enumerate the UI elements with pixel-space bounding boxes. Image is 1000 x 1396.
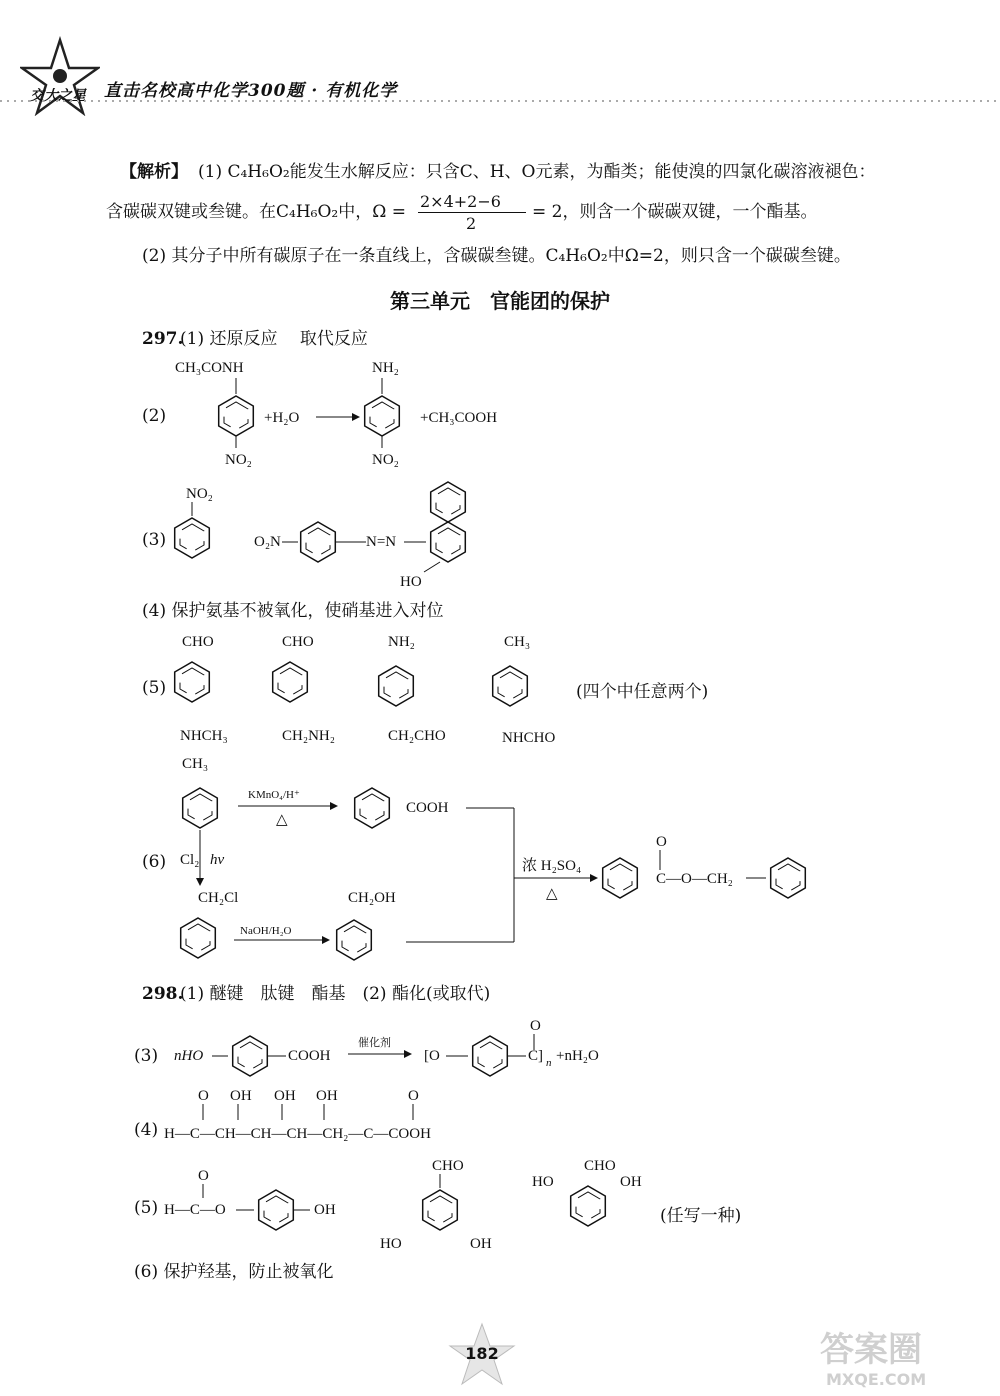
plus-acetic-acid: +CH₃COOH bbox=[420, 410, 498, 426]
chain-o1: O bbox=[198, 1088, 209, 1104]
chain-o2: O bbox=[408, 1088, 419, 1104]
page-number: 182 bbox=[465, 1344, 499, 1363]
benzyl-chloride: CH₂Cl bbox=[198, 890, 239, 906]
fraction-bar bbox=[418, 212, 526, 213]
q297-part3-label: (3) bbox=[142, 530, 167, 550]
phenol-oh: OH bbox=[314, 1202, 336, 1218]
iso-b-cho: CHO bbox=[584, 1158, 616, 1174]
nitro-label: NO₂ bbox=[186, 486, 213, 502]
isomer4-bottom: NHCHO bbox=[502, 730, 556, 746]
monomer-nho: nHO bbox=[174, 1048, 204, 1064]
q297-part6-label: (6) bbox=[142, 852, 167, 872]
monomer-cooh: COOH bbox=[288, 1048, 331, 1064]
q298-part1-2: (1) 醚键 肽键 酯基 (2) 酯化(或取代) bbox=[180, 984, 491, 1004]
q298-part5-note: (任写一种) bbox=[660, 1206, 742, 1226]
q298-part5-label: (5) bbox=[134, 1198, 159, 1218]
cl2-label: Cl₂ bbox=[180, 852, 200, 868]
q297-number: 297. bbox=[142, 329, 184, 349]
q297-part5-label: (5) bbox=[142, 678, 167, 698]
analysis-line2b: = 2，则含一个碳碳双键，一个酯基。 bbox=[532, 202, 818, 222]
q297-part2-label: (2) bbox=[142, 406, 167, 426]
q298-number: 298. bbox=[142, 984, 184, 1004]
polymer-n: n bbox=[546, 1057, 552, 1069]
reactant-substituent-bottom: NO₂ bbox=[225, 452, 252, 468]
fraction-denominator: 2 bbox=[466, 214, 477, 233]
polymer-left: [O bbox=[424, 1048, 440, 1064]
q298-part3-label: (3) bbox=[134, 1046, 159, 1066]
q297-part5-note: (四个中任意两个) bbox=[576, 682, 709, 702]
ester-o: O bbox=[656, 834, 667, 850]
isomer2-top: CHO bbox=[282, 634, 314, 650]
isomer3-top: NH₂ bbox=[388, 634, 415, 650]
q297-part4: (4) 保护氨基不被氧化，使硝基进入对位 bbox=[142, 601, 444, 621]
polymer-right: C] bbox=[528, 1048, 543, 1064]
benzoic-cooh: COOH bbox=[406, 800, 449, 816]
chain-oh2: OH bbox=[274, 1088, 296, 1104]
product-substituent-top: NH₂ bbox=[372, 360, 399, 376]
plus-water: +H₂O bbox=[264, 410, 300, 426]
isomer3-bottom: CH₂CHO bbox=[388, 728, 446, 744]
azo-linkage: N=N bbox=[366, 534, 397, 550]
logo-text: 交大之星 bbox=[30, 88, 86, 104]
iso-a-cho: CHO bbox=[432, 1158, 464, 1174]
product-substituent-bottom: NO₂ bbox=[372, 452, 399, 468]
header-dotted-rule bbox=[0, 98, 1000, 104]
q298-structures bbox=[0, 1010, 1000, 1260]
formate-o: O bbox=[198, 1168, 209, 1184]
q298-part4-label: (4) bbox=[134, 1120, 159, 1140]
isomer1-top: CHO bbox=[182, 634, 214, 650]
toluene-ch3: CH₃ bbox=[182, 756, 209, 772]
q298-part6: (6) 保护羟基，防止被氧化 bbox=[134, 1262, 334, 1282]
benzyl-alcohol: CH₂OH bbox=[348, 890, 396, 906]
azo-left-group: O₂N bbox=[254, 534, 281, 550]
q297-structures bbox=[0, 340, 1000, 980]
polymer-carbonyl-o: O bbox=[530, 1018, 541, 1034]
plus-nh2o: +nH₂O bbox=[556, 1048, 599, 1064]
isomer1-bottom: NHCH₃ bbox=[180, 728, 228, 744]
analysis-tag: 【解析】 bbox=[120, 162, 188, 182]
chain-oh3: OH bbox=[316, 1088, 338, 1104]
reactant-substituent-top: CH₃CONH bbox=[175, 360, 244, 376]
formate-ester: H—C—O bbox=[164, 1202, 226, 1218]
header-title: 直击名校高中化学300题 · 有机化学 bbox=[104, 81, 398, 101]
hexose-chain: H—C—CH—CH—CH—CH₂—C—COOH bbox=[164, 1126, 431, 1142]
ester-linkage: C—O—CH₂ bbox=[656, 871, 733, 887]
watermark: 答案圈 bbox=[820, 1330, 922, 1370]
iso-b-ho: HO bbox=[532, 1174, 554, 1190]
iso-a-oh: OH bbox=[470, 1236, 492, 1252]
hv-label: hν bbox=[210, 852, 225, 868]
section-title: 第三单元 官能团的保护 bbox=[390, 289, 610, 313]
analysis-line2a: 含碳碳双键或叁键。在C₄H₆O₂中，Ω = bbox=[106, 202, 406, 222]
analysis-line3: (2) 其分子中所有碳原子在一条直线上，含碳碳叁键。C₄H₆O₂中Ω=2，则只含一个碳碳叁键。 bbox=[142, 246, 851, 266]
q297-part1: (1) 还原反应 取代反应 bbox=[180, 329, 368, 349]
heat2: △ bbox=[546, 886, 558, 902]
fraction-numerator: 2×4+2−6 bbox=[420, 192, 501, 211]
analysis-line1: (1) C₄H₆O₂能发生水解反应：只含C、H、O元素，为酯类；能使溴的四氯化碳溶液褪色： bbox=[198, 162, 876, 182]
heat1: △ bbox=[276, 812, 288, 828]
isomer4-top: CH₃ bbox=[504, 634, 531, 650]
watermark-url: MXQE.COM bbox=[826, 1370, 927, 1389]
iso-a-ho: HO bbox=[380, 1236, 402, 1252]
catalyst-label: 催化剂 bbox=[358, 1037, 391, 1049]
naoh-label: NaOH/H₂O bbox=[240, 925, 292, 937]
iso-b-oh: OH bbox=[620, 1174, 642, 1190]
isomer2-bottom: CH₂NH₂ bbox=[282, 728, 335, 744]
conc-h2so4: 浓 H₂SO₄ bbox=[522, 858, 582, 874]
naphthol-oh: HO bbox=[400, 574, 422, 590]
chain-oh1: OH bbox=[230, 1088, 252, 1104]
kmno4-label: KMnO₄/H⁺ bbox=[248, 789, 300, 801]
